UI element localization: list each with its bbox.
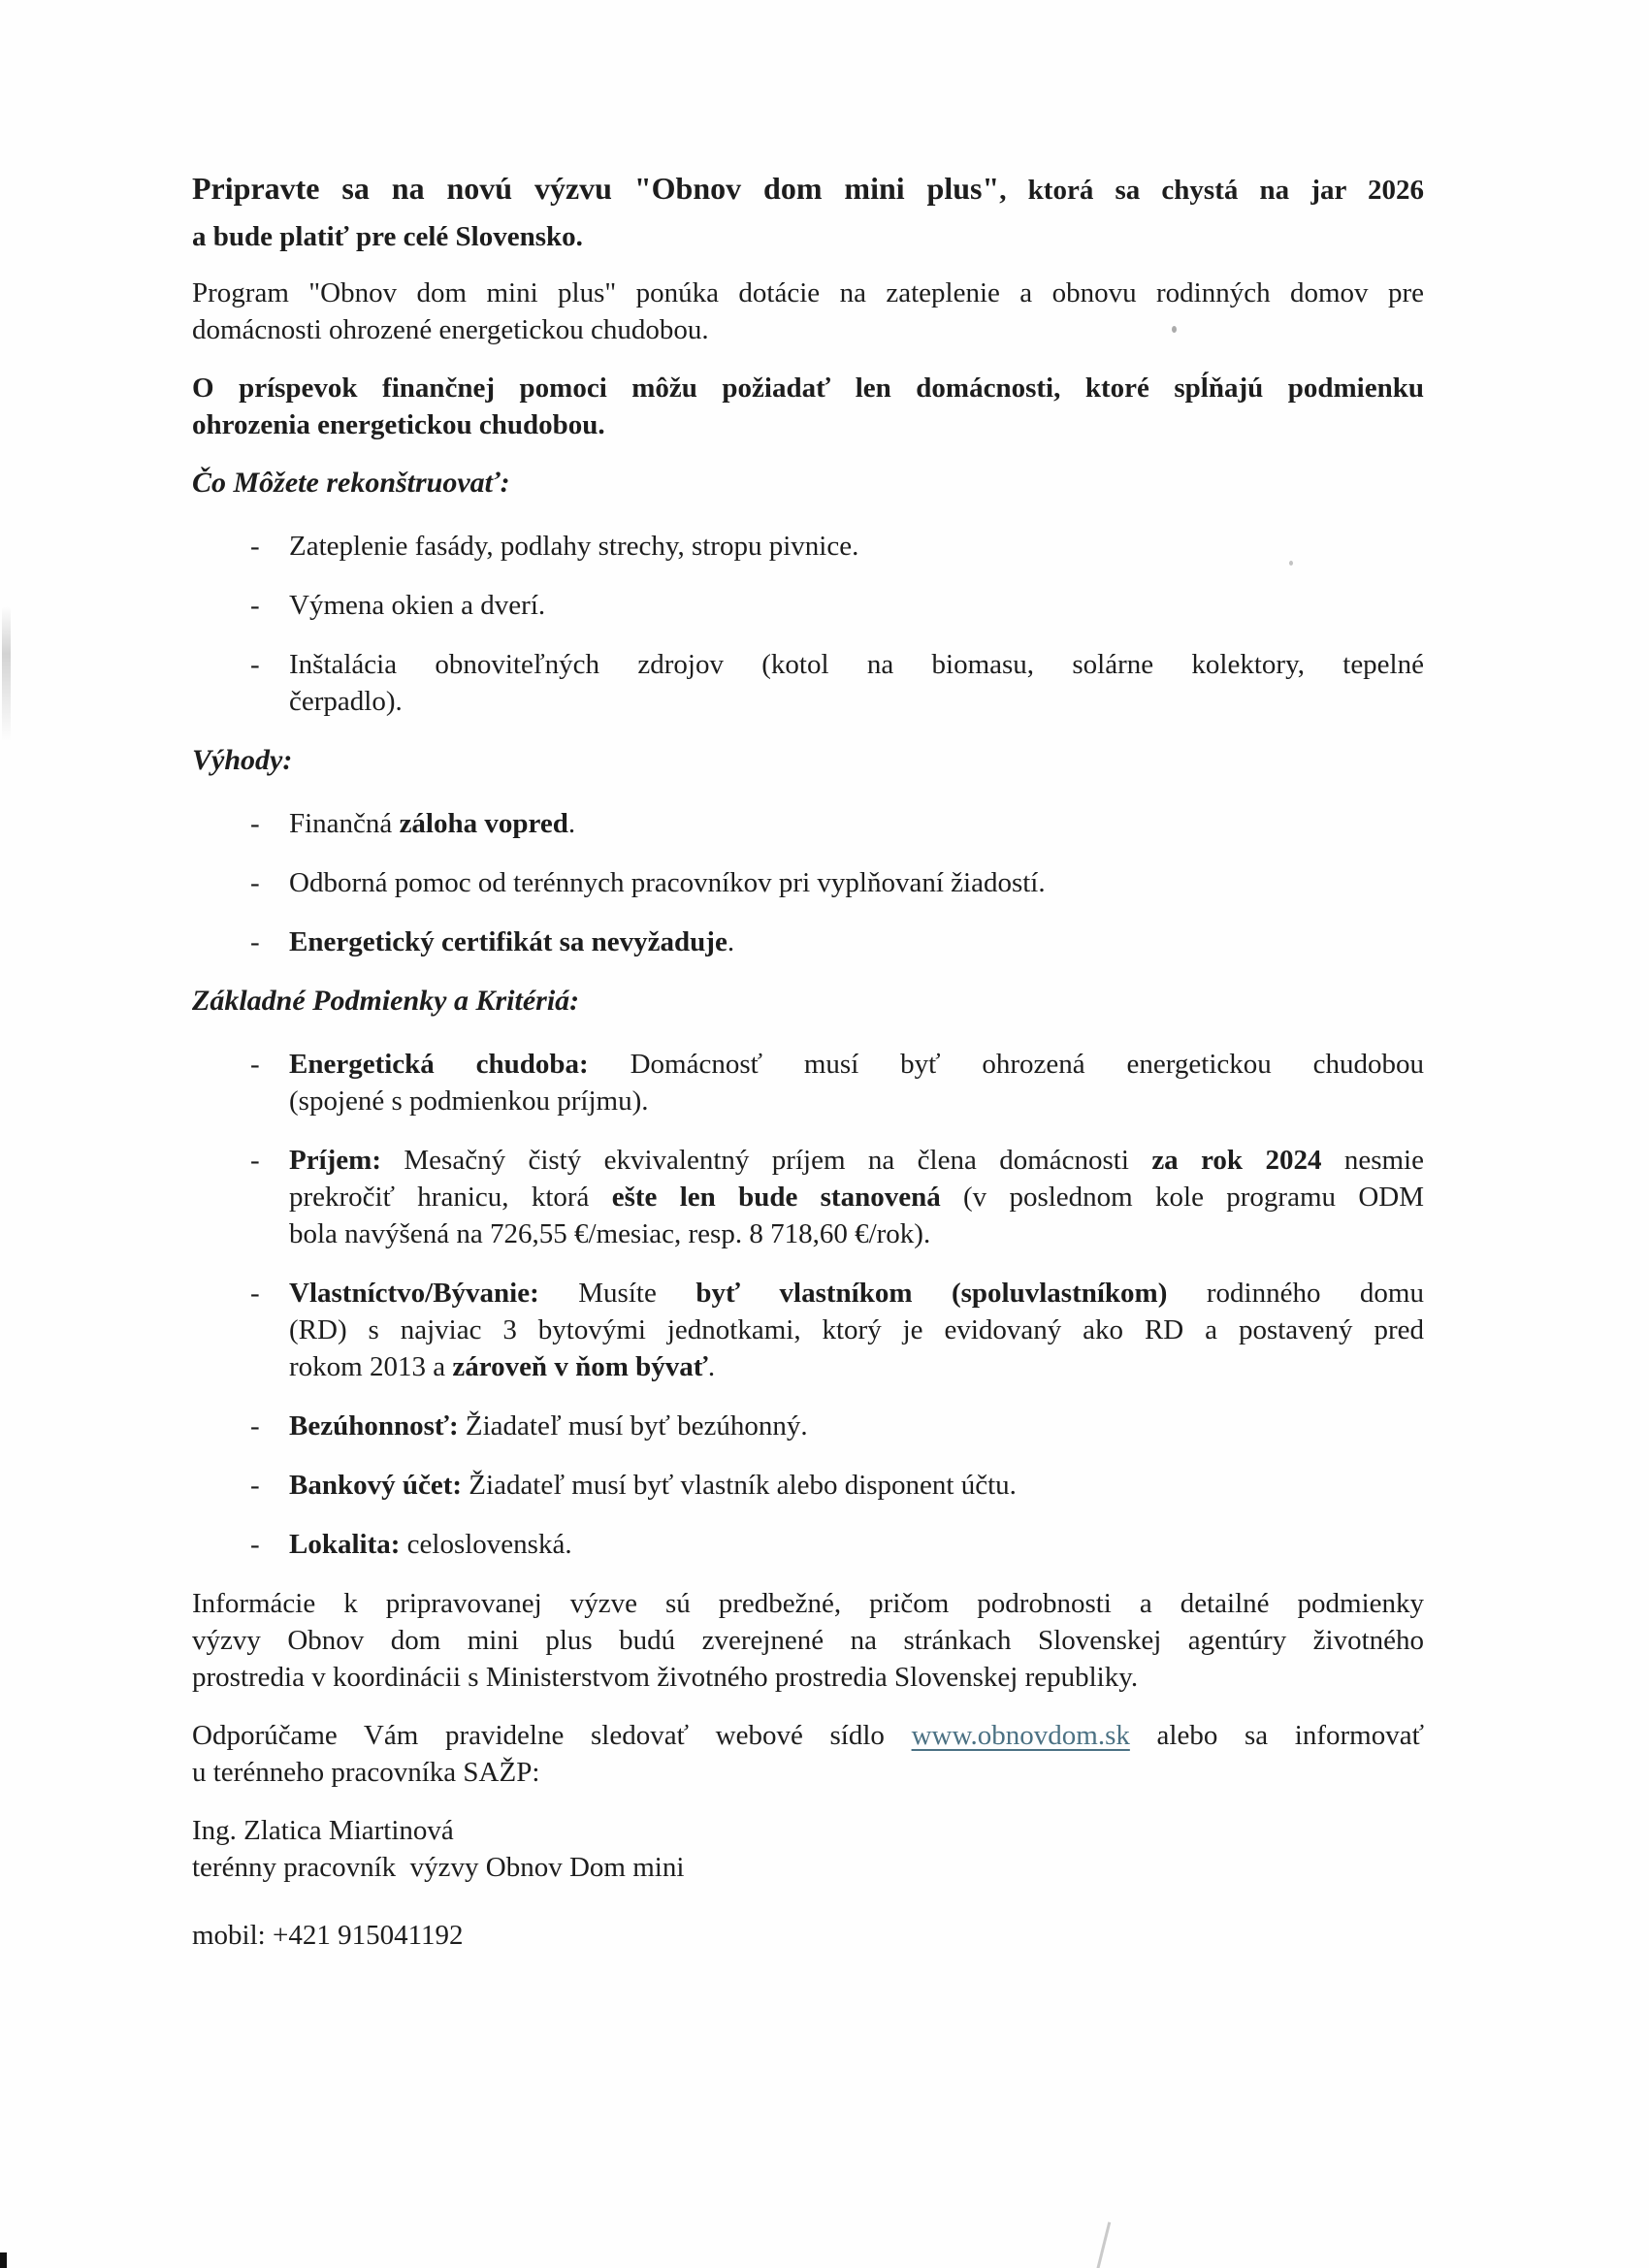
text-segment: , ktorá sa chystá na jar 2026 (999, 175, 1424, 206)
bullet-dash-icon: - (250, 1278, 260, 1309)
text-segment: O príspevok finančnej pomoci môžu požiadať len domácnosti, ktoré spĺňajú podmienku (192, 373, 1424, 404)
bullet-instalacia (192, 646, 1424, 720)
bullet-dash-icon: - (250, 1145, 260, 1176)
text-segment: ohrozenia energetickou chudobou. (192, 409, 605, 440)
text-segment: záloha vopred (399, 808, 568, 839)
signature-block (192, 1812, 1424, 1886)
text-segment: . (727, 926, 735, 957)
text-segment: Bezúhonnosť: (289, 1410, 466, 1442)
text-segment: Žiadateľ musí byť bezúhonný. (465, 1410, 808, 1442)
text-segment: Žiadateľ musí byť vlastník alebo disponent účtu. (469, 1470, 1017, 1501)
text-line (289, 923, 1424, 960)
text-line (289, 1083, 1424, 1119)
text-line (289, 646, 1424, 683)
bullet-dash-icon: - (250, 1470, 260, 1501)
text-segment: terénny pracovník výzvy Obnov Dom mini (192, 1852, 685, 1883)
text-segment: nesmie (1321, 1145, 1424, 1176)
text-segment: výzvy Obnov dom mini plus budú zverejnené na stránkach Slovenskej agentúry životného (192, 1625, 1424, 1656)
bullet-dash-icon: - (250, 649, 260, 680)
text-line (289, 1348, 1424, 1385)
text-segment: u terénneho pracovníka SAŽP: (192, 1757, 540, 1788)
text-line (289, 1467, 1424, 1504)
text-segment: Pripravte sa na novú výzvu "Obnov dom mini plus" (192, 171, 1000, 206)
text-segment: (v poslednom kole programu ODM (940, 1182, 1424, 1213)
bullet-odborna-pomoc (192, 864, 1424, 901)
bullet-energeticka-chudoba (192, 1046, 1424, 1119)
heading-benefits (192, 742, 1424, 779)
text-segment: Zateplenie fasády, podlahy strechy, stropu pivnice. (289, 531, 859, 562)
scan-artifact-edge-smear (2, 606, 11, 742)
intro-paragraph (192, 275, 1424, 348)
text-segment: Ing. Zlatica Miartinová (192, 1815, 454, 1846)
text-line (192, 742, 1424, 779)
text-line (289, 864, 1424, 901)
text-line (192, 1917, 1424, 1954)
text-line (192, 311, 1424, 348)
text-segment: Čo Môžete rekonštruovať: (192, 467, 510, 499)
text-line (192, 465, 1424, 502)
text-line (192, 165, 1424, 213)
text-segment: Informácie k pripravovanej výzve sú predbežné, pričom podrobnosti a detailné podmienky (192, 1588, 1424, 1619)
text-line (289, 1142, 1424, 1179)
text-segment: mobil: +421 915041192 (192, 1920, 464, 1951)
text-line (289, 1179, 1424, 1215)
bullet-dash-icon: - (250, 531, 260, 562)
title (192, 165, 1424, 260)
heading-conditions (192, 983, 1424, 1020)
text-line (289, 805, 1424, 842)
mobile-paragraph (192, 1917, 1424, 1954)
text-line (192, 370, 1424, 406)
text-line (289, 1215, 1424, 1252)
text-line (289, 1046, 1424, 1083)
bullet-dash-icon: - (250, 926, 260, 957)
text-line (289, 1312, 1424, 1348)
bullet-vymena (192, 587, 1424, 624)
text-segment: Vlastníctvo/Bývanie: (289, 1278, 579, 1309)
text-segment: byť vlastníkom (spoluvlastníkom) (695, 1278, 1168, 1309)
info-paragraph (192, 1585, 1424, 1696)
text-segment: Energetická chudoba: (289, 1049, 630, 1080)
bullet-dash-icon: - (250, 1529, 260, 1560)
text-segment: bola navýšená na 726,55 €/mesiac, resp. 8 718,60 €/rok). (289, 1218, 931, 1249)
text-segment: prekročiť hranicu, ktorá (289, 1182, 612, 1213)
text-line (192, 275, 1424, 311)
text-segment: rokom 2013 a (289, 1351, 453, 1382)
text-segment: a bude platiť pre celé Slovensko. (192, 221, 583, 252)
bullet-vlastnictvo (192, 1275, 1424, 1385)
bullet-dash-icon: - (250, 1049, 260, 1080)
bullet-dash-icon: - (250, 867, 260, 898)
text-line (192, 1622, 1424, 1659)
text-line (289, 683, 1424, 720)
text-segment: Program "Obnov dom mini plus" ponúka dotácie na zateplenie a obnovu rodinných domov pre (192, 277, 1424, 308)
text-segment: (RD) s najviac 3 bytovými jednotkami, ktorý je evidovaný ako RD a postavený pred (289, 1314, 1424, 1345)
text-segment: celoslovenská. (406, 1529, 572, 1560)
text-segment: Domácnosť musí byť ohrozená energetickou chudobou (630, 1049, 1424, 1080)
text-line (289, 1275, 1424, 1312)
text-segment: rodinného domu (1167, 1278, 1424, 1309)
text-line (289, 528, 1424, 565)
bullet-dash-icon: - (250, 590, 260, 621)
text-line (192, 1849, 1424, 1886)
text-segment: Mesačný čistý ekvivalentný príjem na člena domácnosti (404, 1145, 1152, 1176)
text-segment: Základné Podmienky a Kritériá: (192, 985, 580, 1017)
bullet-bezuhonnost (192, 1408, 1424, 1444)
text-segment: Inštalácia obnoviteľných zdrojov (kotol na biomasu, solárne kolektory, tepelné (289, 649, 1424, 680)
text-segment: (spojené s podmienkou príjmu). (289, 1085, 649, 1117)
text-segment: čerpadlo). (289, 686, 403, 717)
bullet-prijem (192, 1142, 1424, 1252)
text-line (192, 213, 1424, 260)
text-segment: prostredia v koordinácii s Ministerstvom životného prostredia Slovenskej republiky. (192, 1662, 1139, 1693)
bullet-bankovy-ucet (192, 1467, 1424, 1504)
text-line (192, 1717, 1424, 1754)
scan-artifact-slash (1096, 2221, 1111, 2268)
text-line (192, 1812, 1424, 1849)
text-segment: Finančná (289, 808, 400, 839)
text-segment: Výhody: (192, 744, 293, 776)
text-segment: Odporúčame Vám pravidelne sledovať webové sídlo (192, 1720, 912, 1751)
text-segment: Bankový účet: (289, 1470, 469, 1501)
bullet-dash-icon: - (250, 1410, 260, 1442)
text-line (192, 406, 1424, 443)
text-segment: zároveň v ňom bývať (452, 1351, 708, 1382)
link-obnovdom[interactable]: www.obnovdom.sk (911, 1720, 1130, 1751)
text-line (192, 1659, 1424, 1696)
text-line (289, 1408, 1424, 1444)
bullet-zateplenie (192, 528, 1424, 565)
heading-what-to-reconstruct (192, 465, 1424, 502)
text-line (289, 587, 1424, 624)
text-segment: za rok 2024 (1151, 1145, 1322, 1176)
text-segment: alebo sa informovať (1129, 1720, 1424, 1751)
text-line (289, 1526, 1424, 1563)
bullet-certifikat (192, 923, 1424, 960)
document-content (192, 165, 1424, 1954)
text-segment: Príjem: (289, 1145, 404, 1176)
text-segment: Lokalita: (289, 1529, 407, 1560)
text-segment: Energetický certifikát sa nevyžaduje (289, 926, 728, 957)
text-line (192, 1585, 1424, 1622)
text-segment: ešte len bude stanovená (611, 1182, 941, 1213)
text-line (192, 1754, 1424, 1791)
text-segment: . (707, 1351, 716, 1382)
scan-artifact-corner-mark (0, 2252, 7, 2268)
text-segment: domácnosti ohrozené energetickou chudobou. (192, 314, 709, 345)
text-segment: Odborná pomoc od terénnych pracovníkov pri vyplňovaní žiadostí. (289, 867, 1046, 898)
eligibility-paragraph (192, 370, 1424, 443)
text-segment: Musíte (578, 1278, 696, 1309)
bullet-zaloha (192, 805, 1424, 842)
text-line (192, 983, 1424, 1020)
bullet-dash-icon: - (250, 808, 260, 839)
text-segment: . (567, 808, 576, 839)
text-segment: Výmena okien a dverí. (289, 590, 546, 621)
recommendation-paragraph (192, 1717, 1424, 1791)
bullet-lokalita (192, 1526, 1424, 1563)
